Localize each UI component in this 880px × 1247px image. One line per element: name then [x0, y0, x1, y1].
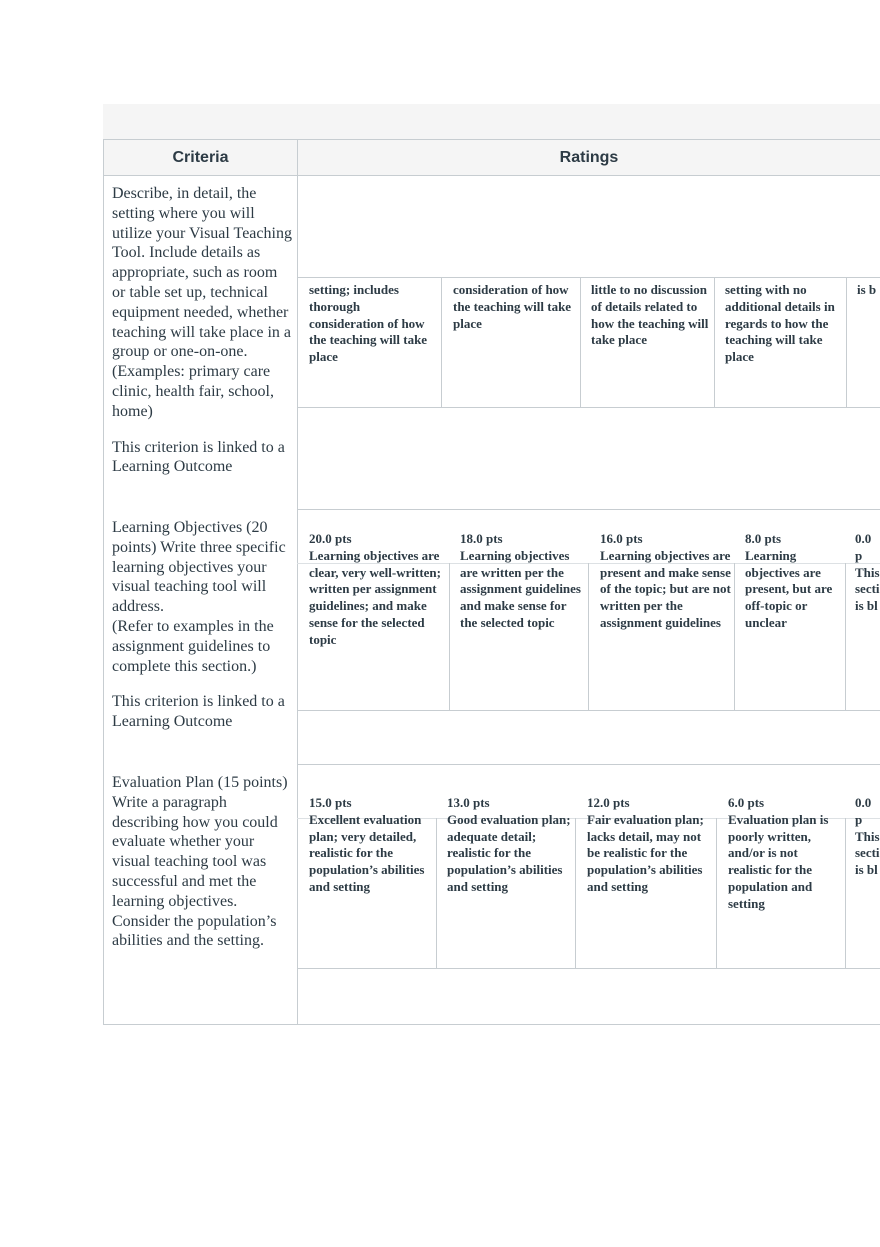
rating-cell: [591, 282, 709, 349]
rating-cell: [728, 795, 841, 913]
row2-divider-4: [845, 563, 846, 711]
rating-description: Evaluation plan is poorly written, and/or is not realistic for the population and setting: [728, 811, 829, 911]
row2-top-border: [297, 509, 880, 510]
rating-cell: [587, 795, 712, 896]
criteria-header: Criteria: [103, 139, 298, 176]
row2-divider-1: [449, 563, 450, 711]
rating-cell: [857, 282, 880, 299]
rating-points: 20.0 pts: [309, 531, 352, 546]
rating-description: Learning objectives are clear, very well-written; written per assignment guidelines; and make sense for the selected topic: [309, 547, 441, 647]
criterion-learning-objectives: [112, 518, 294, 732]
row3-divider-3: [716, 818, 717, 969]
row2-divider-3: [734, 563, 735, 711]
rating-cell: [447, 795, 571, 896]
rating-cell: [600, 531, 731, 632]
table-top-band: [103, 104, 880, 140]
criterion-examples: (Examples: primary care clinic, health fair, school, home): [112, 363, 274, 420]
row3-divider-4: [845, 818, 846, 969]
rating-cell: [309, 531, 444, 649]
row3-divider-2: [575, 818, 576, 969]
rating-points: 18.0 pts: [460, 531, 503, 546]
rating-cell: [309, 795, 432, 896]
learning-outcome-note: This criterion is linked to a Learning Outcome: [112, 438, 285, 476]
rating-description: is b: [857, 282, 877, 297]
row3-ratings-bottom-border: [297, 968, 880, 969]
rating-cell: [745, 531, 841, 632]
rating-description: setting with no additional details in regards to how the teaching will take place: [725, 282, 835, 365]
criterion-description: Evaluation Plan (15 points) Write a paragraph describing how you could evaluate whether your visual teaching tool was successful and met the learning objectives. Consider the population’s abilities and the setting.: [112, 774, 288, 950]
rating-cell: [309, 282, 436, 366]
rating-points: 0.0 p: [855, 795, 872, 827]
rating-points: 16.0 pts: [600, 531, 643, 546]
criterion-description: Describe, in detail, the setting where you will utilize your Visual Teaching Tool. Include details as appropriate, such as room or table set up, technical equipment needed, whether teaching will take place in a group or one-on-one.: [112, 185, 292, 361]
row3-divider-1: [436, 818, 437, 969]
rating-description: consideration of how the teaching will take place: [453, 282, 572, 331]
rating-description: setting; includes thorough consideration of how the teaching will take place: [309, 282, 428, 365]
learning-outcome-note: This criterion is linked to a Learning Outcome: [112, 693, 285, 731]
rating-points: 0.0 p: [855, 531, 872, 563]
row1-divider-1: [441, 277, 442, 408]
rating-description: Good evaluation plan; adequate detail; realistic for the population’s abilities and setting: [447, 811, 571, 894]
rating-description: Learning objectives are present and make sense of the topic; but are not written per the assignment guidelines: [600, 547, 731, 630]
ratings-header: Ratings: [297, 139, 880, 176]
rating-cell: [460, 531, 584, 632]
rating-description: Learning objectives are written per the assignment guidelines and make sense for the selected topic: [460, 547, 581, 630]
criterion-description: Learning Objectives (20 points) Write three specific learning objectives your visual teaching tool will address.: [112, 519, 286, 616]
rating-points: 8.0 pts: [745, 531, 782, 546]
row1-ratings-top-border: [297, 277, 880, 278]
rating-description: This secti is bl: [855, 828, 880, 878]
rating-points: 13.0 pts: [447, 795, 490, 810]
rating-cell: [453, 282, 576, 332]
rating-description: This secti is bl: [855, 564, 880, 614]
row2-divider-2: [588, 563, 589, 711]
criterion-evaluation-plan: [112, 773, 294, 951]
rating-points: 6.0 pts: [728, 795, 765, 810]
row1-divider-4: [846, 277, 847, 408]
row1-divider-3: [714, 277, 715, 408]
row3-top-border: [297, 764, 880, 765]
rating-cell: [725, 282, 842, 366]
rating-description: Excellent evaluation plan; very detailed, realistic for the population’s abilities and setting: [309, 811, 425, 894]
rating-cell: [855, 531, 880, 615]
criterion-examples: (Refer to examples in the assignment guidelines to complete this section.): [112, 617, 274, 675]
rating-points: 15.0 pts: [309, 795, 352, 810]
criterion-setting: [112, 184, 294, 477]
rating-description: Learning objectives are present, but are off-topic or unclear: [745, 547, 833, 630]
rating-description: Fair evaluation plan; lacks detail, may not be realistic for the population’s abilities and setting: [587, 811, 704, 894]
rating-points: 12.0 pts: [587, 795, 630, 810]
rating-cell: [855, 795, 880, 879]
row1-ratings-bottom-border: [297, 407, 880, 408]
row1-divider-2: [580, 277, 581, 408]
rating-description: little to no discussion of details related to how the teaching will take place: [591, 282, 709, 348]
